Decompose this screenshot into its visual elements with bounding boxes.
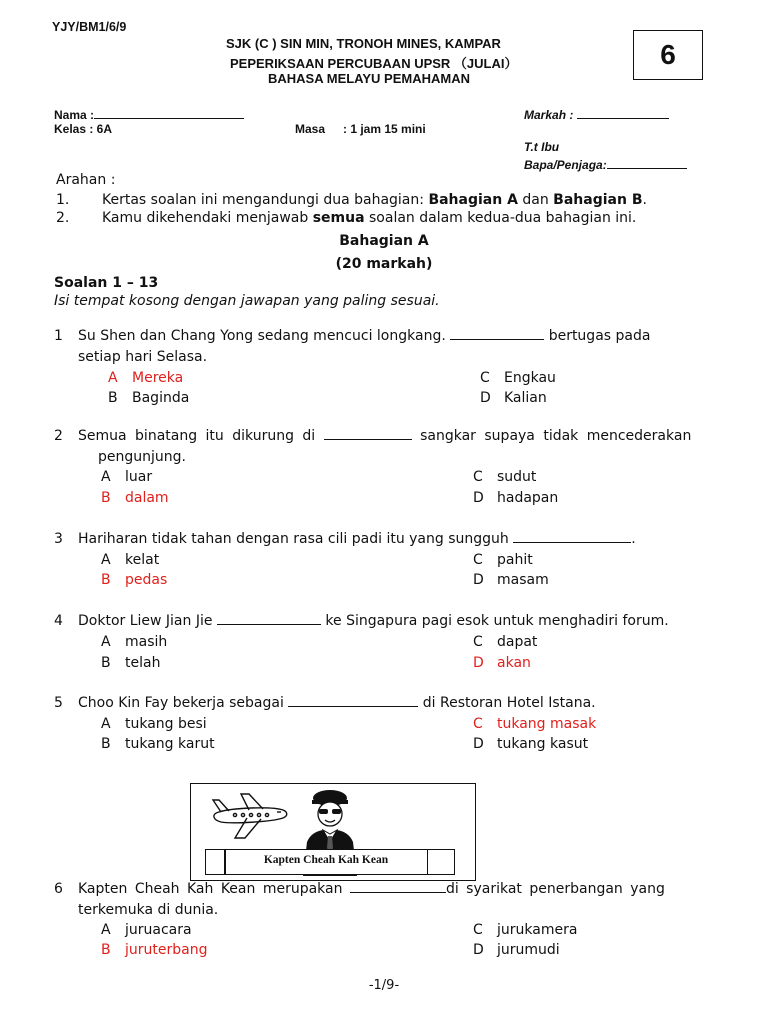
arahan-text: . xyxy=(642,192,647,208)
soalan-title: Soalan 1 – 13 xyxy=(54,275,159,291)
option-c[interactable] xyxy=(473,634,537,650)
question-text-part: Su Shen dan Chang Yong sedang mencuci longkang. xyxy=(78,328,446,344)
option-text: juruterbang xyxy=(125,942,208,958)
option-letter: B xyxy=(101,736,111,752)
question-text-part: di syarikat penerbangan yang xyxy=(445,881,665,897)
arahan-num: 1. xyxy=(56,192,70,208)
arahan-text: dan xyxy=(517,192,554,208)
paper-code: YJY/BM1/6/9 xyxy=(52,20,127,34)
option-d[interactable] xyxy=(473,572,549,588)
option-d[interactable] xyxy=(473,942,560,958)
question-text-part: . xyxy=(631,531,636,547)
airplane-icon xyxy=(213,794,287,838)
question-text xyxy=(78,428,691,444)
option-a[interactable] xyxy=(101,469,152,485)
grade-box: 6 xyxy=(633,30,703,80)
option-text: tukang kasut xyxy=(497,736,589,752)
caption-divider xyxy=(427,850,429,874)
option-letter: B xyxy=(101,942,111,958)
question-text-part: sangkar supaya tidak mencederakan xyxy=(420,428,692,444)
option-a[interactable] xyxy=(101,552,159,568)
caption-divider xyxy=(224,850,226,874)
tt-ibu-label: T.t Ibu xyxy=(524,140,560,154)
answer-blank[interactable] xyxy=(324,428,412,440)
option-d[interactable] xyxy=(473,736,588,752)
arahan-item-1 xyxy=(56,192,647,208)
masa-value: : 1 jam 15 mini xyxy=(343,122,426,136)
arahan-text: Kertas soalan ini mengandungi dua bahagian: xyxy=(102,192,429,208)
option-text: dalam xyxy=(125,490,169,506)
section-marks: (20 markah) xyxy=(335,256,433,272)
arahan-item-2 xyxy=(56,210,636,226)
question-text-part: Semua binatang itu dikurung di xyxy=(78,428,316,444)
question-text-part: Choo Kin Fay bekerja sebagai xyxy=(78,695,284,711)
kelas-label: Kelas : 6A xyxy=(54,122,113,136)
answer-blank[interactable] xyxy=(217,613,321,625)
option-c[interactable] xyxy=(473,552,533,568)
markah-blank[interactable] xyxy=(577,107,669,119)
option-text: hadapan xyxy=(497,490,559,506)
question-text xyxy=(78,613,669,629)
option-letter: A xyxy=(108,370,118,386)
option-text: telah xyxy=(125,655,161,671)
question-text-part: Kapten Cheah Kah Kean merupakan xyxy=(78,881,343,897)
option-text: akan xyxy=(497,655,531,671)
subject-title: BAHASA MELAYU PEMAHAMAN xyxy=(268,71,470,86)
question-text-part: Doktor Liew Jian Jie xyxy=(78,613,213,629)
option-letter: A xyxy=(101,716,111,732)
option-letter: B xyxy=(108,390,118,406)
question-number: 4 xyxy=(54,613,63,629)
option-text: masih xyxy=(125,634,168,650)
option-text: masam xyxy=(497,572,549,588)
option-c[interactable] xyxy=(473,716,596,732)
answer-blank[interactable] xyxy=(288,695,418,707)
bapa-blank[interactable] xyxy=(607,157,687,169)
page-number: -1/9- xyxy=(368,978,400,993)
option-a[interactable] xyxy=(101,922,192,938)
answer-blank[interactable] xyxy=(350,881,446,893)
option-text: Engkau xyxy=(504,370,556,386)
option-letter: C xyxy=(473,469,483,485)
option-text: pedas xyxy=(125,572,168,588)
nama-field[interactable] xyxy=(54,107,244,122)
option-b[interactable] xyxy=(101,655,160,671)
arahan-bold: semua xyxy=(312,210,365,226)
option-letter: C xyxy=(473,922,483,938)
option-b[interactable] xyxy=(101,490,169,506)
option-d[interactable] xyxy=(473,490,558,506)
answer-blank[interactable] xyxy=(450,328,544,340)
question-number: 5 xyxy=(54,695,63,711)
question-text-part: bertugas pada xyxy=(548,328,651,344)
question-number: 2 xyxy=(54,428,63,444)
option-letter: C xyxy=(473,716,483,732)
question-text-part: Hariharan tidak tahan dengan rasa cili padi itu yang sungguh xyxy=(78,531,509,547)
question-text xyxy=(78,531,636,547)
option-letter: C xyxy=(480,370,490,386)
option-text: sudut xyxy=(497,469,537,485)
soalan-instruction: Isi tempat kosong dengan jawapan yang paling sesuai. xyxy=(54,293,440,309)
caption-bar xyxy=(205,849,455,875)
option-letter: B xyxy=(101,490,111,506)
nama-label: Nama : xyxy=(54,108,95,122)
question-text-part: di Restoran Hotel Istana. xyxy=(422,695,596,711)
option-a[interactable] xyxy=(108,370,183,386)
markah-label: Markah : xyxy=(524,108,574,122)
option-c[interactable] xyxy=(473,922,577,938)
question-text-part: ke Singapura pagi esok untuk menghadiri forum. xyxy=(325,613,669,629)
option-letter: A xyxy=(101,469,111,485)
option-c[interactable] xyxy=(473,469,536,485)
option-text: kelat xyxy=(125,552,160,568)
option-b[interactable] xyxy=(101,572,167,588)
option-letter: A xyxy=(101,922,111,938)
markah-field[interactable] xyxy=(524,107,669,122)
question-text xyxy=(78,881,665,897)
arahan-bold: Bahagian B xyxy=(553,192,643,208)
option-c[interactable] xyxy=(480,370,556,386)
nama-blank[interactable] xyxy=(94,107,244,119)
option-letter: D xyxy=(473,490,484,506)
question-text xyxy=(78,328,650,344)
section-title: Bahagian A xyxy=(339,233,429,249)
bapa-field[interactable] xyxy=(524,157,687,172)
option-b[interactable] xyxy=(101,942,207,958)
option-letter: A xyxy=(101,634,111,650)
option-letter: D xyxy=(473,736,484,752)
question-text xyxy=(78,695,596,711)
arahan-text: Kamu dikehendaki menjawab xyxy=(102,210,313,226)
option-letter: D xyxy=(473,655,484,671)
option-text: Mereka xyxy=(132,370,184,386)
arahan-text: soalan dalam kedua-dua bahagian ini. xyxy=(364,210,637,226)
option-text: jurumudi xyxy=(497,942,560,958)
school-name: SJK (C ) SIN MIN, TRONOH MINES, KAMPAR xyxy=(226,36,501,51)
option-text: jurukamera xyxy=(497,922,578,938)
option-a[interactable] xyxy=(101,716,207,732)
arahan-title: Arahan : xyxy=(56,172,116,188)
option-letter: D xyxy=(473,942,484,958)
option-letter: B xyxy=(101,572,111,588)
option-letter: A xyxy=(101,552,111,568)
option-text: Baginda xyxy=(132,390,190,406)
option-d[interactable] xyxy=(473,655,531,671)
question-number: 6 xyxy=(54,881,63,897)
option-text: tukang besi xyxy=(125,716,207,732)
option-letter: D xyxy=(473,572,484,588)
question-text-line2: pengunjung. xyxy=(98,449,186,465)
arahan-bold: Bahagian A xyxy=(428,192,518,208)
question-text-line2: setiap hari Selasa. xyxy=(78,349,208,365)
option-letter: B xyxy=(101,655,111,671)
question-number: 3 xyxy=(54,531,63,547)
question-text-line2: terkemuka di dunia. xyxy=(78,902,219,918)
option-b[interactable] xyxy=(108,390,189,406)
option-a[interactable] xyxy=(101,634,167,650)
masa-label: Masa xyxy=(295,122,326,136)
option-text: dapat xyxy=(497,634,538,650)
figure-caption: Kapten Cheah Kah Kean xyxy=(263,854,389,866)
option-b[interactable] xyxy=(101,736,215,752)
bapa-label: Bapa/Penjaga: xyxy=(524,158,607,172)
option-letter: D xyxy=(480,390,491,406)
arahan-num: 2. xyxy=(56,210,70,226)
option-text: pahit xyxy=(497,552,533,568)
answer-blank[interactable] xyxy=(513,531,631,543)
option-d[interactable] xyxy=(480,390,547,406)
option-text: Kalian xyxy=(504,390,547,406)
option-text: tukang masak xyxy=(497,716,597,732)
option-text: luar xyxy=(125,469,153,485)
option-text: tukang karut xyxy=(125,736,215,752)
exam-title: PEPERIKSAAN PERCUBAAN UPSR （JULAI） xyxy=(230,56,518,71)
question-number: 1 xyxy=(54,328,63,344)
option-letter: C xyxy=(473,634,483,650)
option-text: juruacara xyxy=(125,922,192,938)
option-letter: C xyxy=(473,552,483,568)
